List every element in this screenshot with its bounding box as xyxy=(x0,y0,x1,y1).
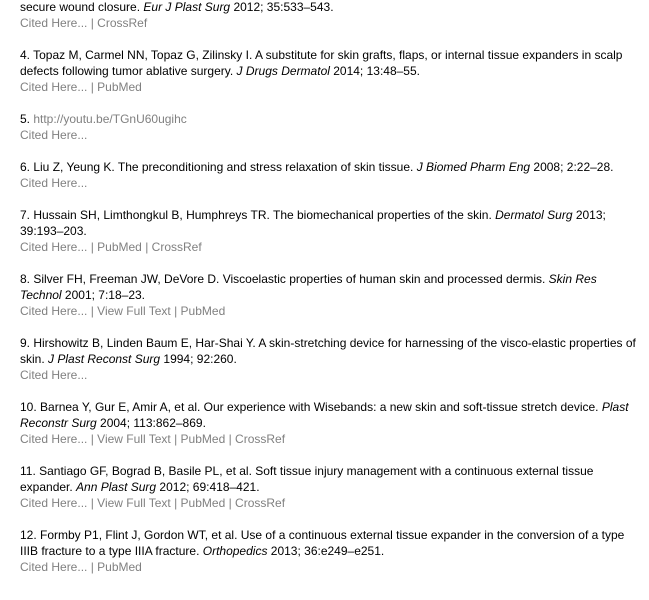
cited-here-link[interactable]: Cited Here... xyxy=(20,432,88,446)
reference-links xyxy=(20,79,640,95)
reference-item xyxy=(20,47,640,95)
reference-volume: 2014; 13:48–55. xyxy=(329,64,420,78)
reference-item xyxy=(20,207,640,255)
reference-citation: 10. Barnea Y, Gur E, Amir A, et al. Our experience with Wisebands: a new skin and soft-tissue stretch device. xyxy=(20,400,602,414)
cited-here-link[interactable]: Cited Here... xyxy=(20,304,88,318)
journal-name: J Drugs Dermatol xyxy=(236,64,330,78)
pubmed-link[interactable]: PubMed xyxy=(180,304,226,318)
reference-links xyxy=(20,239,640,255)
reference-item xyxy=(20,463,640,511)
reference-links xyxy=(20,303,640,319)
reference-volume: 2013; 36:e249–e251. xyxy=(267,544,385,558)
reference-volume: 2013; 39:193–203. xyxy=(20,208,606,238)
reference-citation: secure wound closure. xyxy=(20,0,144,14)
reference-links xyxy=(20,559,640,575)
reference-item xyxy=(20,111,640,143)
reference-item xyxy=(20,0,640,31)
link-separator: | xyxy=(141,240,152,254)
journal-name: J Biomed Pharm Eng xyxy=(416,160,531,174)
cited-here-link[interactable]: Cited Here... xyxy=(20,128,88,142)
view-full-text-link[interactable]: View Full Text xyxy=(97,304,171,318)
reference-text xyxy=(20,271,640,303)
reference-volume: 2008; 2:22–28. xyxy=(530,160,614,174)
reference-volume: 2004; 113:862–869. xyxy=(96,416,206,430)
reference-volume: 2012; 35:533–543. xyxy=(230,0,334,14)
pubmed-link[interactable]: PubMed xyxy=(97,560,142,574)
reference-citation: 4. Topaz M, Carmel NN, Topaz G, Zilinsky I. A substitute for skin grafts, flaps, or internal tissue expanders in scalp defects following tumor ablative surgery. xyxy=(20,48,623,78)
reference-citation: 9. Hirshowitz B, Linden Baum E, Har-Shai Y. A skin-stretching device for harnessing of the visco-elastic properties of skin. xyxy=(20,336,636,366)
pubmed-link[interactable]: PubMed xyxy=(180,496,226,510)
reference-text xyxy=(20,527,640,559)
reference-text xyxy=(20,463,640,495)
link-separator: | xyxy=(87,496,98,510)
crossref-link[interactable]: CrossRef xyxy=(151,240,202,254)
reference-text xyxy=(20,47,640,79)
reference-links xyxy=(20,15,640,31)
link-separator: | xyxy=(87,304,98,318)
journal-name: Plast Reconstr Surg xyxy=(20,400,629,430)
journal-name: Dermatol Surg xyxy=(495,208,573,222)
reference-links xyxy=(20,431,640,447)
reference-links xyxy=(20,175,640,191)
reference-citation: 12. Formby P1, Flint J, Gordon WT, et al. Use of a continuous external tissue expander in the conversion of a type IIIB fracture to a type IIIA fracture. xyxy=(20,528,625,558)
link-separator: | xyxy=(87,240,98,254)
reference-list xyxy=(20,0,640,575)
crossref-link[interactable]: CrossRef xyxy=(235,496,286,510)
link-separator: | xyxy=(225,496,236,510)
reference-citation: 7. Hussain SH, Limthongkul B, Humphreys TR. The biomechanical properties of the skin. xyxy=(20,208,496,222)
reference-citation: 11. Santiago GF, Bograd B, Basile PL, et al. Soft tissue injury management with a continuous external tissue expander. xyxy=(20,464,594,494)
link-separator: | xyxy=(87,560,98,574)
reference-text xyxy=(20,0,640,15)
link-separator: | xyxy=(87,80,98,94)
cited-here-link[interactable]: Cited Here... xyxy=(20,80,88,94)
crossref-link[interactable]: CrossRef xyxy=(235,432,286,446)
reference-item xyxy=(20,159,640,191)
reference-links xyxy=(20,127,640,143)
view-full-text-link[interactable]: View Full Text xyxy=(97,496,171,510)
journal-name: J Plast Reconst Surg xyxy=(48,352,161,366)
journal-name: Ann Plast Surg xyxy=(76,480,157,494)
reference-text xyxy=(20,207,640,239)
reference-links xyxy=(20,495,640,511)
link-separator: | xyxy=(170,496,181,510)
crossref-link[interactable]: CrossRef xyxy=(97,16,148,30)
reference-item xyxy=(20,399,640,447)
pubmed-link[interactable]: PubMed xyxy=(180,432,226,446)
video-url-link[interactable]: http://youtu.be/TGnU60ugihc xyxy=(33,112,187,126)
reference-volume: 1994; 92:260. xyxy=(160,352,237,366)
journal-name: Skin Res Technol xyxy=(20,272,597,302)
reference-volume: 2001; 7:18–23. xyxy=(61,288,146,302)
reference-links xyxy=(20,367,640,383)
cited-here-link[interactable]: Cited Here... xyxy=(20,560,88,574)
cited-here-link[interactable]: Cited Here... xyxy=(20,240,88,254)
reference-item xyxy=(20,527,640,575)
journal-name: Eur J Plast Surg xyxy=(143,0,231,14)
reference-item xyxy=(20,271,640,319)
link-separator: | xyxy=(170,432,181,446)
reference-volume: 2012; 69:418–421. xyxy=(156,480,260,494)
reference-text xyxy=(20,335,640,367)
reference-citation: 6. Liu Z, Yeung K. The preconditioning and stress relaxation of skin tissue. xyxy=(20,160,417,174)
reference-citation: 8. Silver FH, Freeman JW, DeVore D. Viscoelastic properties of human skin and processed dermis. xyxy=(20,272,549,286)
cited-here-link[interactable]: Cited Here... xyxy=(20,496,88,510)
reference-item xyxy=(20,335,640,383)
pubmed-link[interactable]: PubMed xyxy=(97,240,142,254)
link-separator: | xyxy=(225,432,236,446)
link-separator: | xyxy=(87,432,98,446)
journal-name: Orthopedics xyxy=(202,544,268,558)
link-separator: | xyxy=(87,16,98,30)
cited-here-link[interactable]: Cited Here... xyxy=(20,176,88,190)
cited-here-link[interactable]: Cited Here... xyxy=(20,16,88,30)
reference-text xyxy=(20,111,640,127)
cited-here-link[interactable]: Cited Here... xyxy=(20,368,88,382)
reference-text xyxy=(20,159,640,175)
reference-number: 5. xyxy=(20,112,34,126)
pubmed-link[interactable]: PubMed xyxy=(97,80,142,94)
view-full-text-link[interactable]: View Full Text xyxy=(97,432,171,446)
link-separator: | xyxy=(170,304,181,318)
reference-text xyxy=(20,399,640,431)
